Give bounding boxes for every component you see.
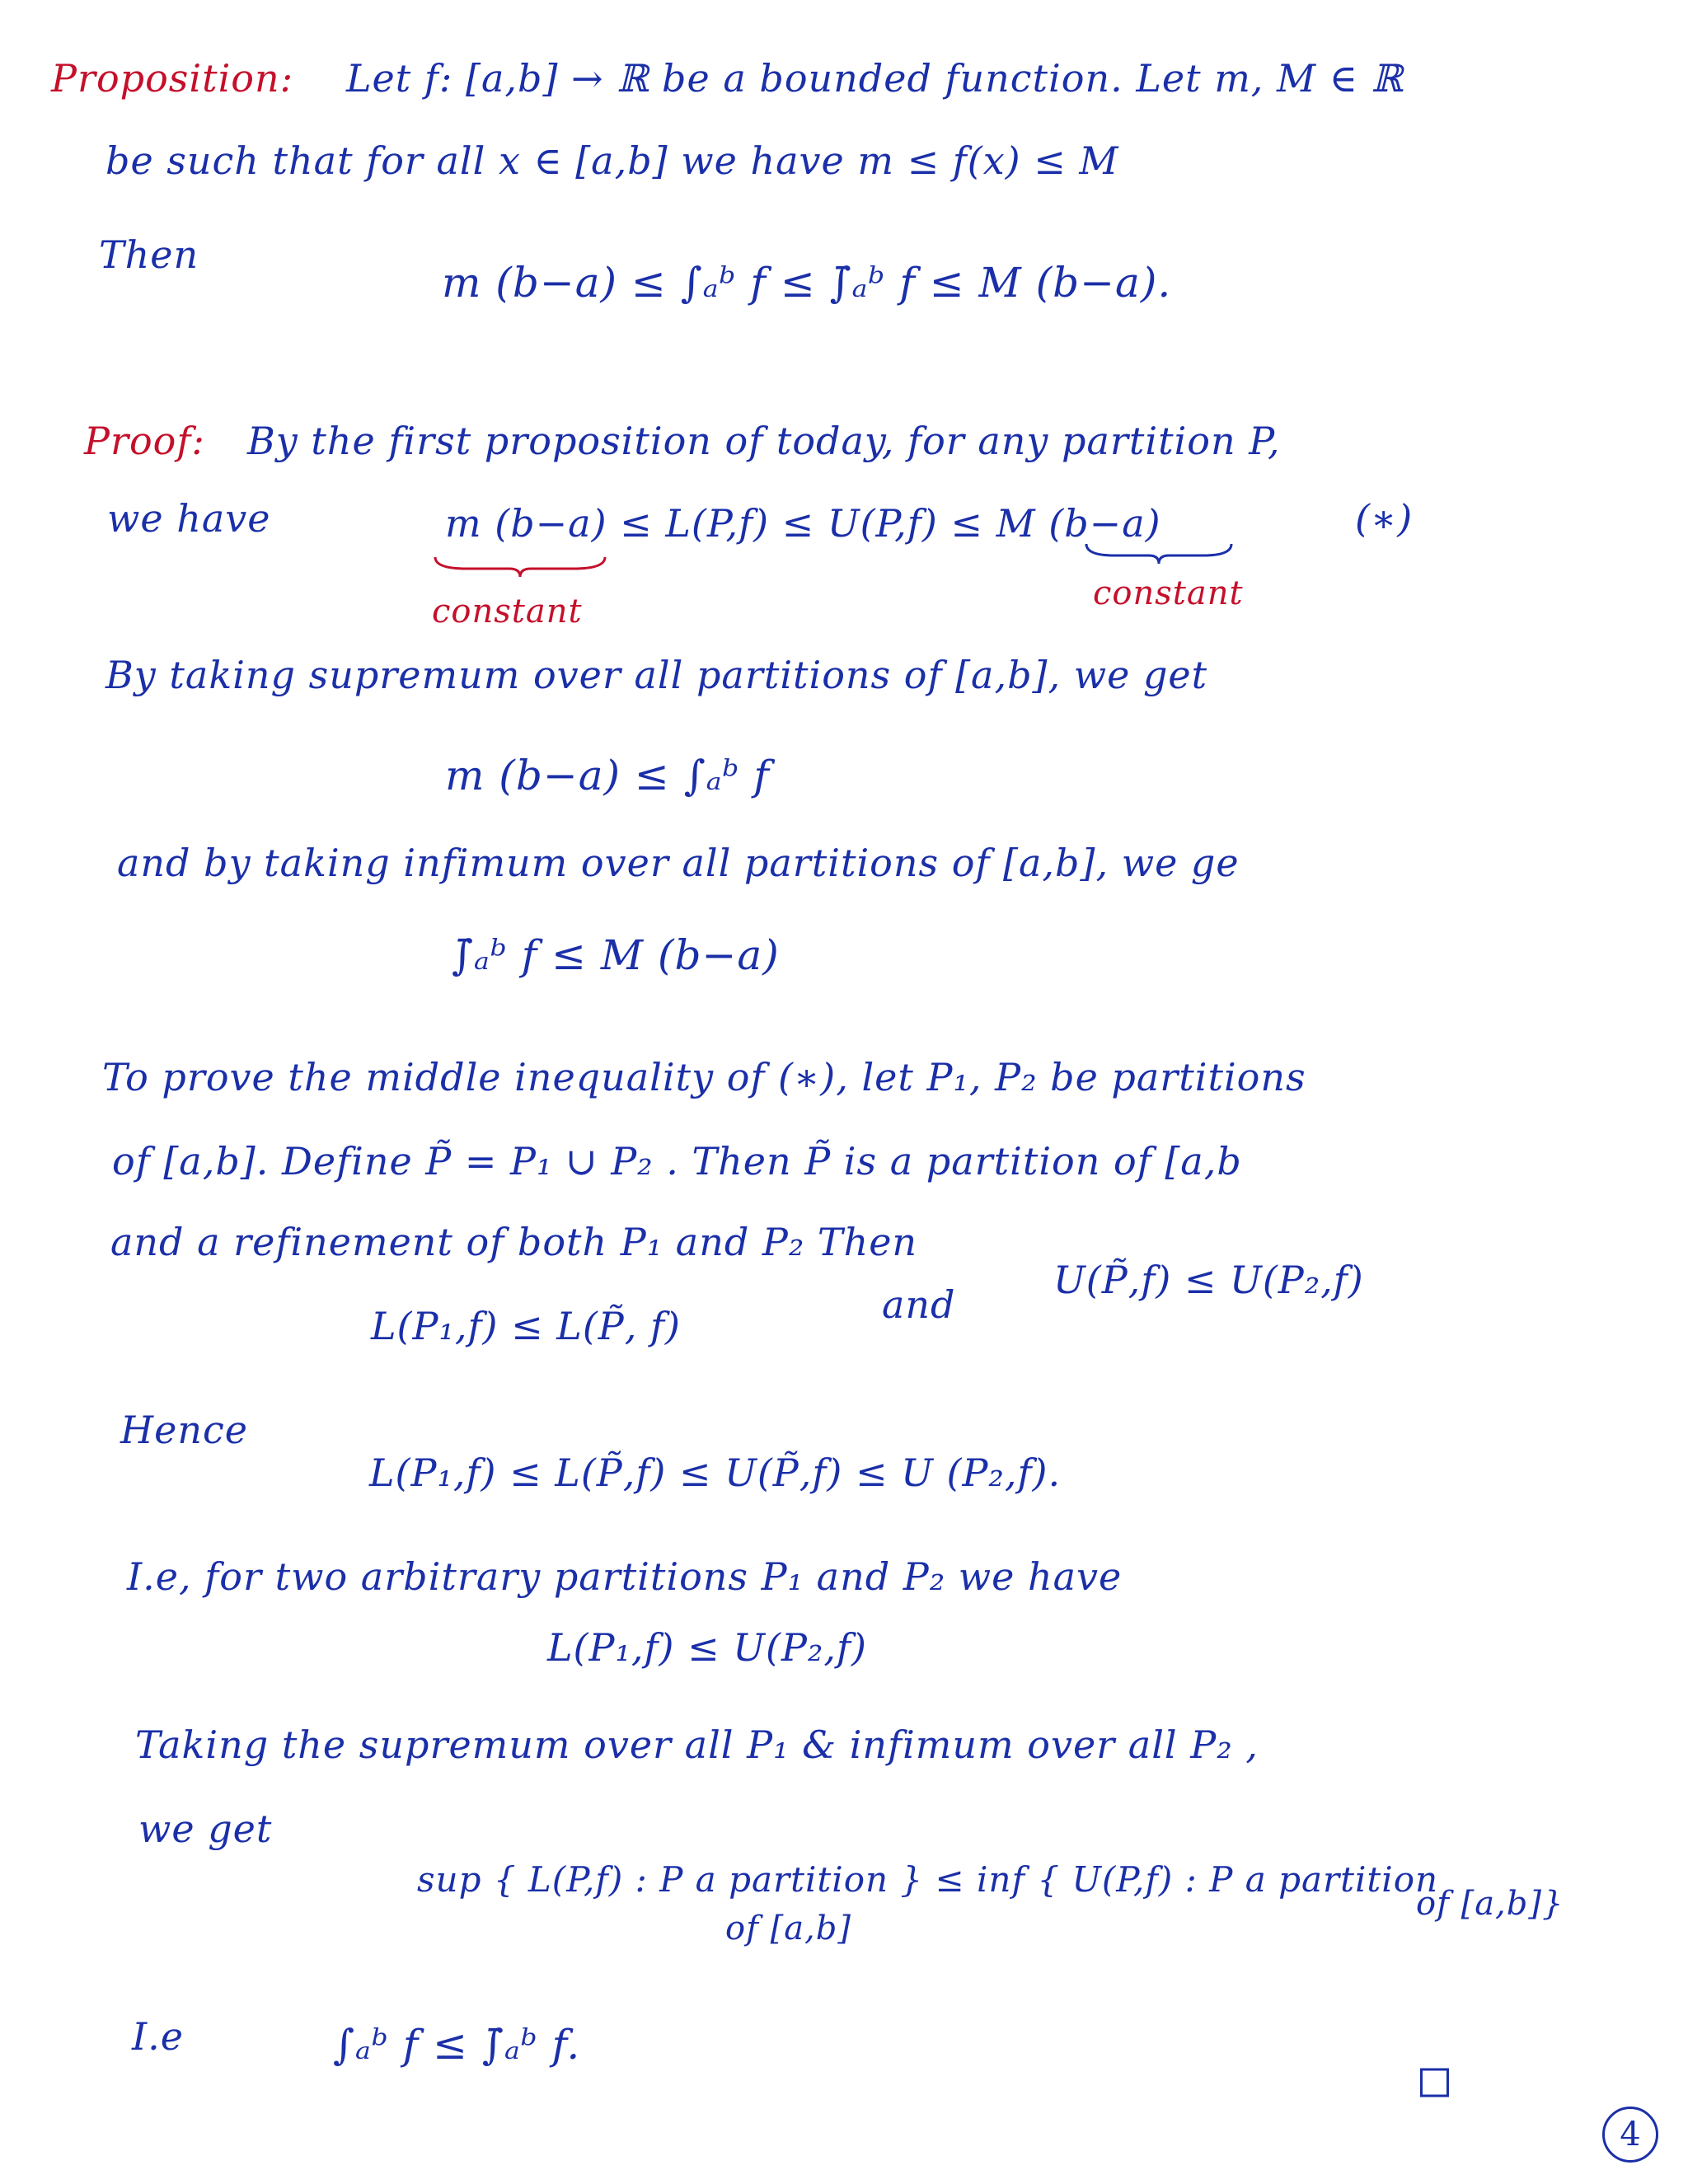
refinement-right: U(P̃,f) ≤ U(P₂,f) [1053,1258,1364,1302]
infimum-result: ∫̄ₐᵇ f ≤ M (b−a) [452,931,780,979]
taking-line-1: Taking the supremum over all P₁ & infimum over all P₂ , [135,1722,1259,1767]
supremum-line: By taking supremum over all partitions of [a,b], we get [106,653,1208,697]
ie-final-inequality: ∫ₐᵇ f ≤ ∫̄ₐᵇ f. [333,2021,581,2069]
hence-label: Hence [120,1408,248,1452]
sup-inf-partition-of-left: of [a,b] [725,1910,851,1947]
proposition-label: Proposition: [51,56,294,101]
proposition-inequality: m (b−a) ≤ ∫ₐᵇ f ≤ ∫̄ₐᵇ f ≤ M (b−a). [442,259,1172,307]
then-label: Then [99,232,199,277]
refinement-and: and [882,1282,956,1327]
sup-inf-inequality: sup { L(P,f) : P a partition } ≤ inf { U(P,f) : P a partition [417,1859,1439,1900]
hence-inequality: L(P₁,f) ≤ L(P̃,f) ≤ U(P̃,f) ≤ U (P₂,f). [369,1451,1062,1495]
ie-inequality: L(P₁,f) ≤ U(P₂,f) [547,1625,867,1670]
refinement-left: L(P₁,f) ≤ L(P̃, f) [371,1304,681,1348]
sup-inf-partition-of-right: of [a,b]} [1416,1885,1564,1923]
middle-line-1: To prove the middle inequality of (∗), let P₁, P₂ be partitions [102,1055,1306,1099]
middle-line-3: and a refinement of both P₁ and P₂ Then [110,1220,918,1264]
inequality-star: m (b−a) ≤ L(P,f) ≤ U(P,f) ≤ M (b−a) [445,501,1161,546]
infimum-line: and by taking infimum over all partitions of [a,b], we ge [117,841,1240,885]
underbrace-left [434,554,607,579]
proposition-line-2: be such that for all x ∈ [a,b] we have m ≤ f(x) ≤ M [106,138,1119,183]
proposition-line-1: Let f: [a,b] → ℝ be a bounded function. Let m, M ∈ ℝ [346,56,1404,101]
taking-line-2: we get [138,1807,273,1851]
constant-right: constant [1093,574,1244,612]
underbrace-right [1085,541,1233,565]
ie-line: I.e, for two arbitrary partitions P₁ and P₂ we have [127,1554,1123,1599]
supremum-result: m (b−a) ≤ ∫ₐᵇ f [445,752,770,799]
proof-line-2: we have [107,496,271,541]
qed-symbol: ◻ [1416,2053,1454,2105]
proof-line-1: By the first proposition of today, for any partition P, [247,419,1281,463]
constant-left: constant [432,593,583,630]
middle-line-2: of [a,b]. Define P̃ = P₁ ∪ P₂ . Then P̃ is a partition of [a,b [112,1139,1242,1183]
page-number: 4 [1602,2107,1658,2163]
star-label: (∗) [1355,496,1414,541]
ie-final-label: I.e [132,2014,185,2059]
proof-label: Proof: [84,419,205,463]
